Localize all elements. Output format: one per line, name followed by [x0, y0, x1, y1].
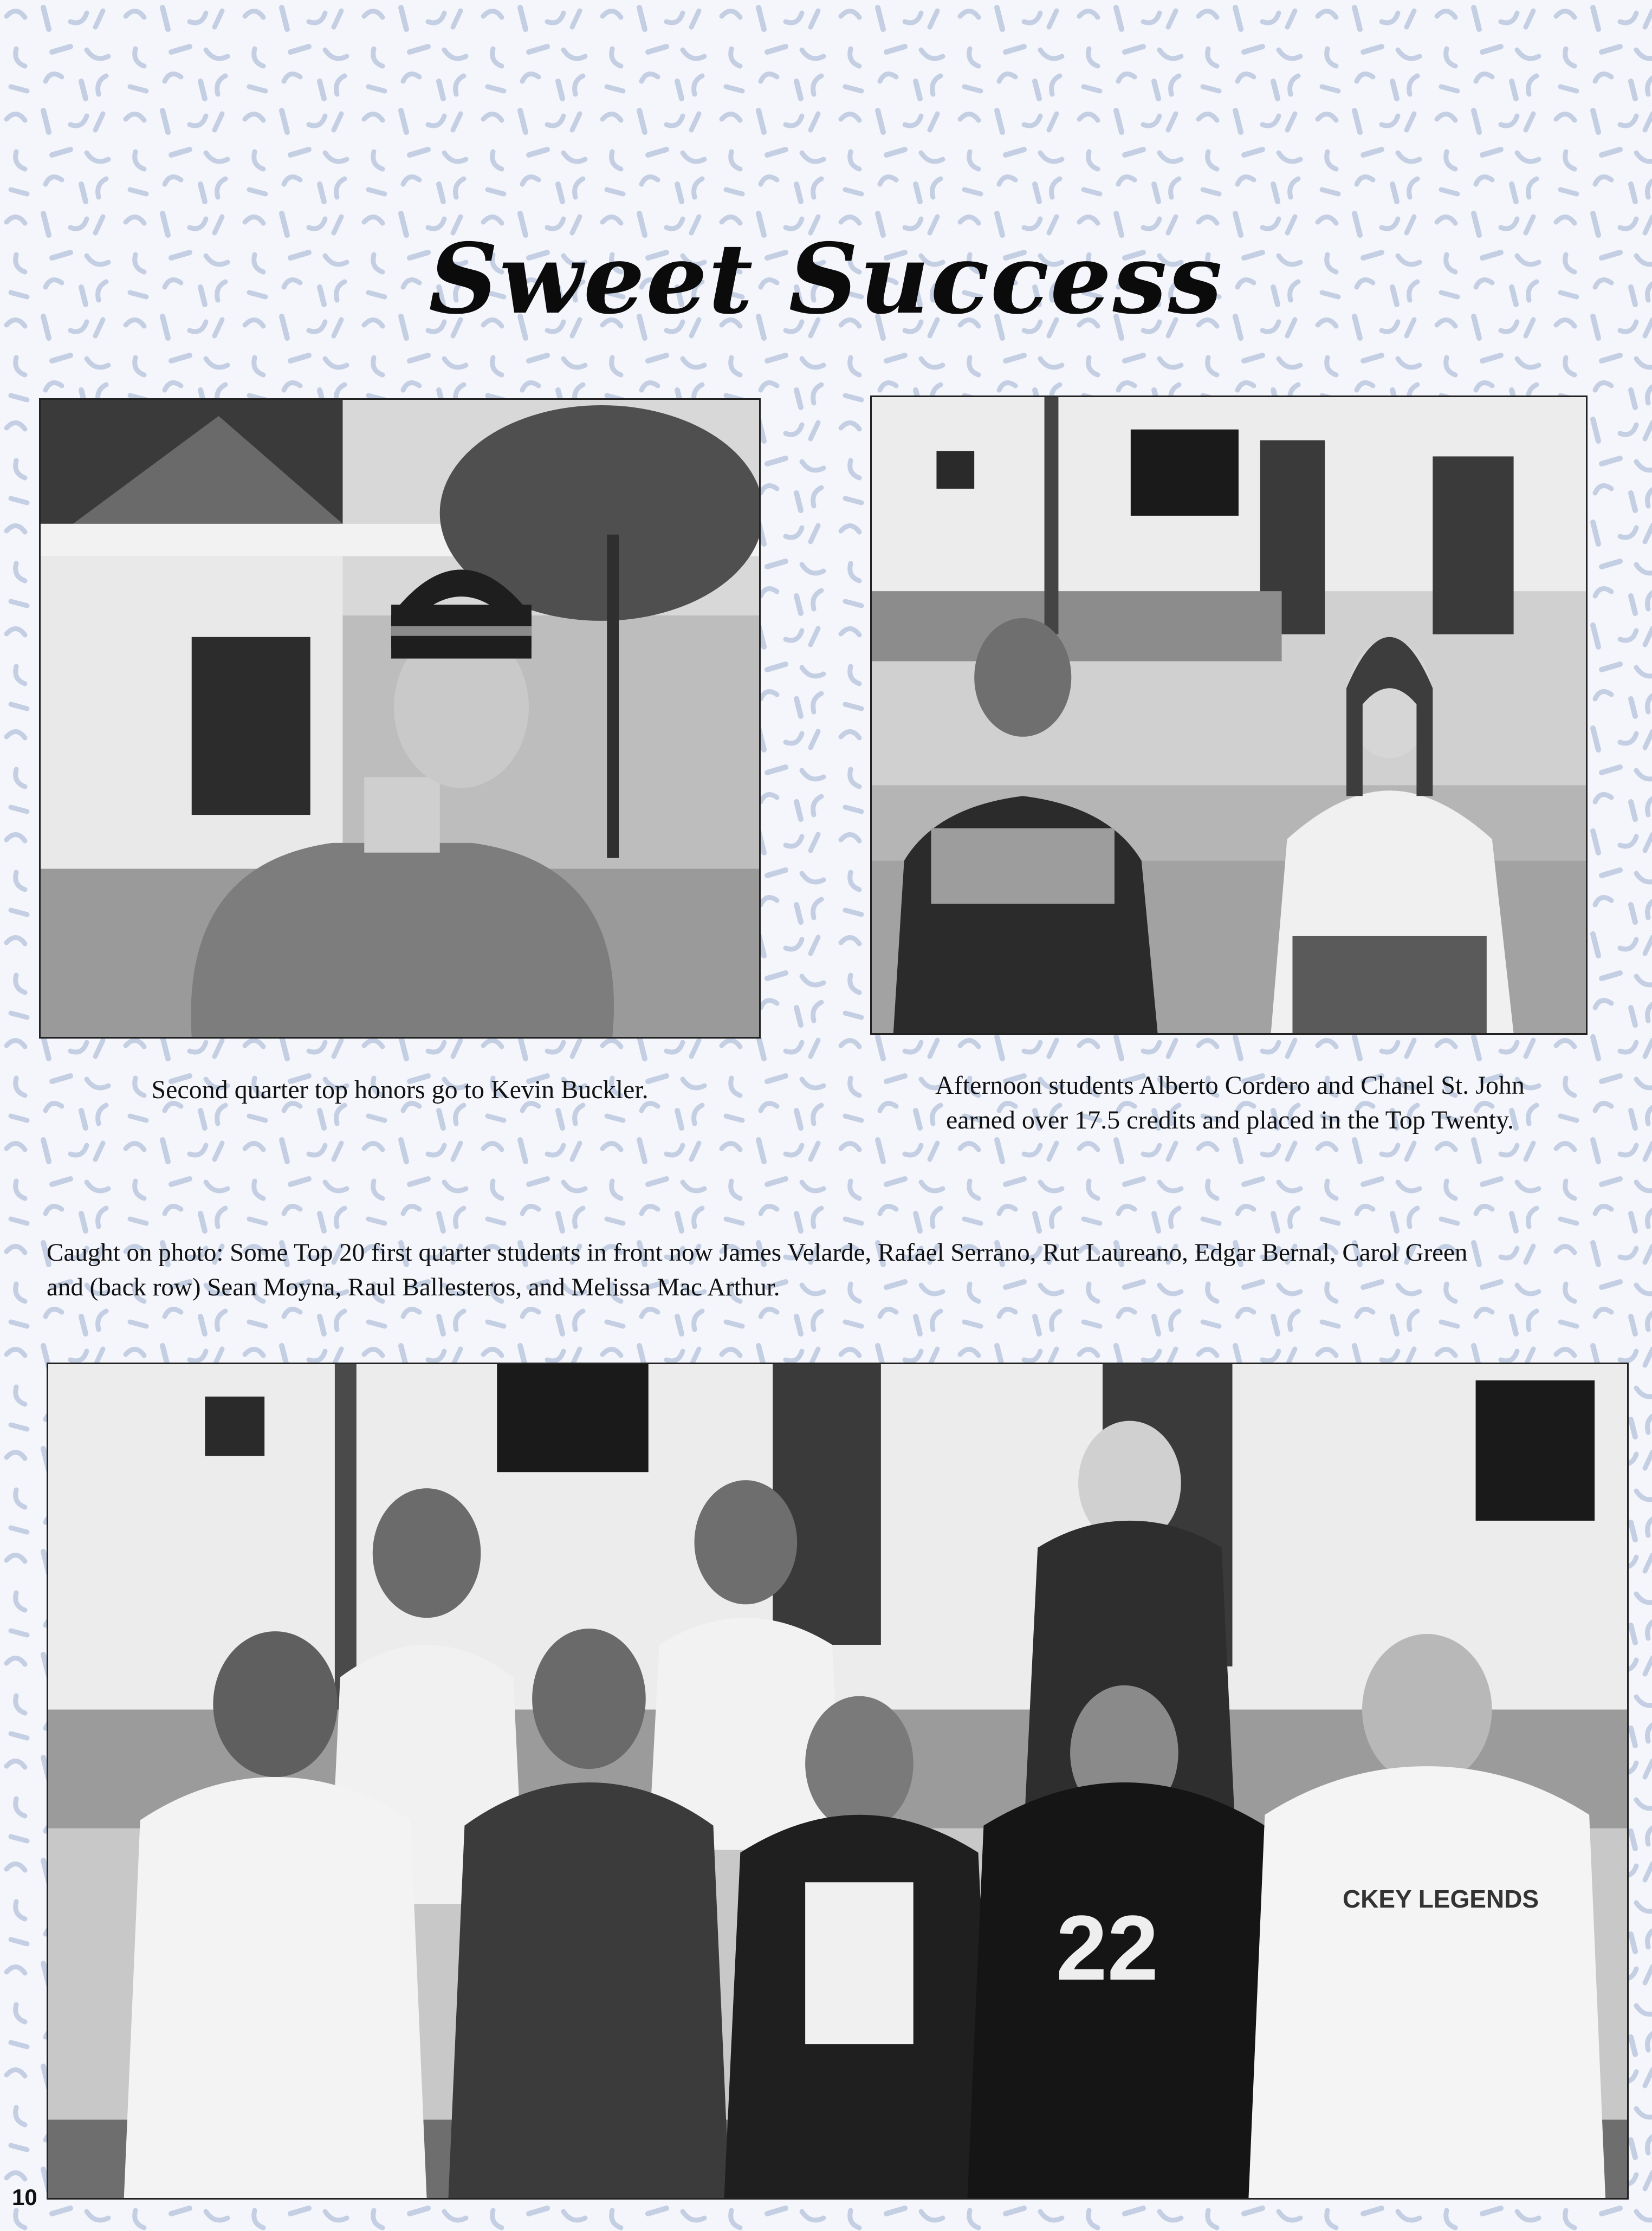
kevin-buckler-photo: [39, 398, 761, 1039]
caption-line: Afternoon students Alberto Cordero and Chanel St. John: [935, 1071, 1525, 1100]
page-number: 10: [12, 2184, 37, 2210]
cordero-st-john-caption: [845, 1068, 1615, 1138]
caption-line: Caught on photo: Some Top 20 first quarter students in front now James Velarde, Rafael Serrano, Rut Laureano, Edgar Bernal, Carol Green: [47, 1238, 1468, 1267]
group-photo-caption: [47, 1235, 1640, 1305]
shirt-lettering: CKEY LEGENDS: [1342, 1885, 1539, 1913]
top-20-group-photo: [47, 1363, 1629, 2200]
cordero-st-john-photo: [870, 395, 1588, 1035]
page-title: Sweet Success: [429, 222, 1223, 335]
jersey-number: 22: [1056, 1897, 1159, 2000]
caption-line: earned over 17.5 credits and placed in the Top Twenty.: [945, 1106, 1514, 1134]
caption-line: and (back row) Sean Moyna, Raul Ballesteros, and Melissa Mac Arthur.: [47, 1273, 780, 1301]
kevin-buckler-caption: Second quarter top honors go to Kevin Buckler.: [151, 1075, 649, 1104]
